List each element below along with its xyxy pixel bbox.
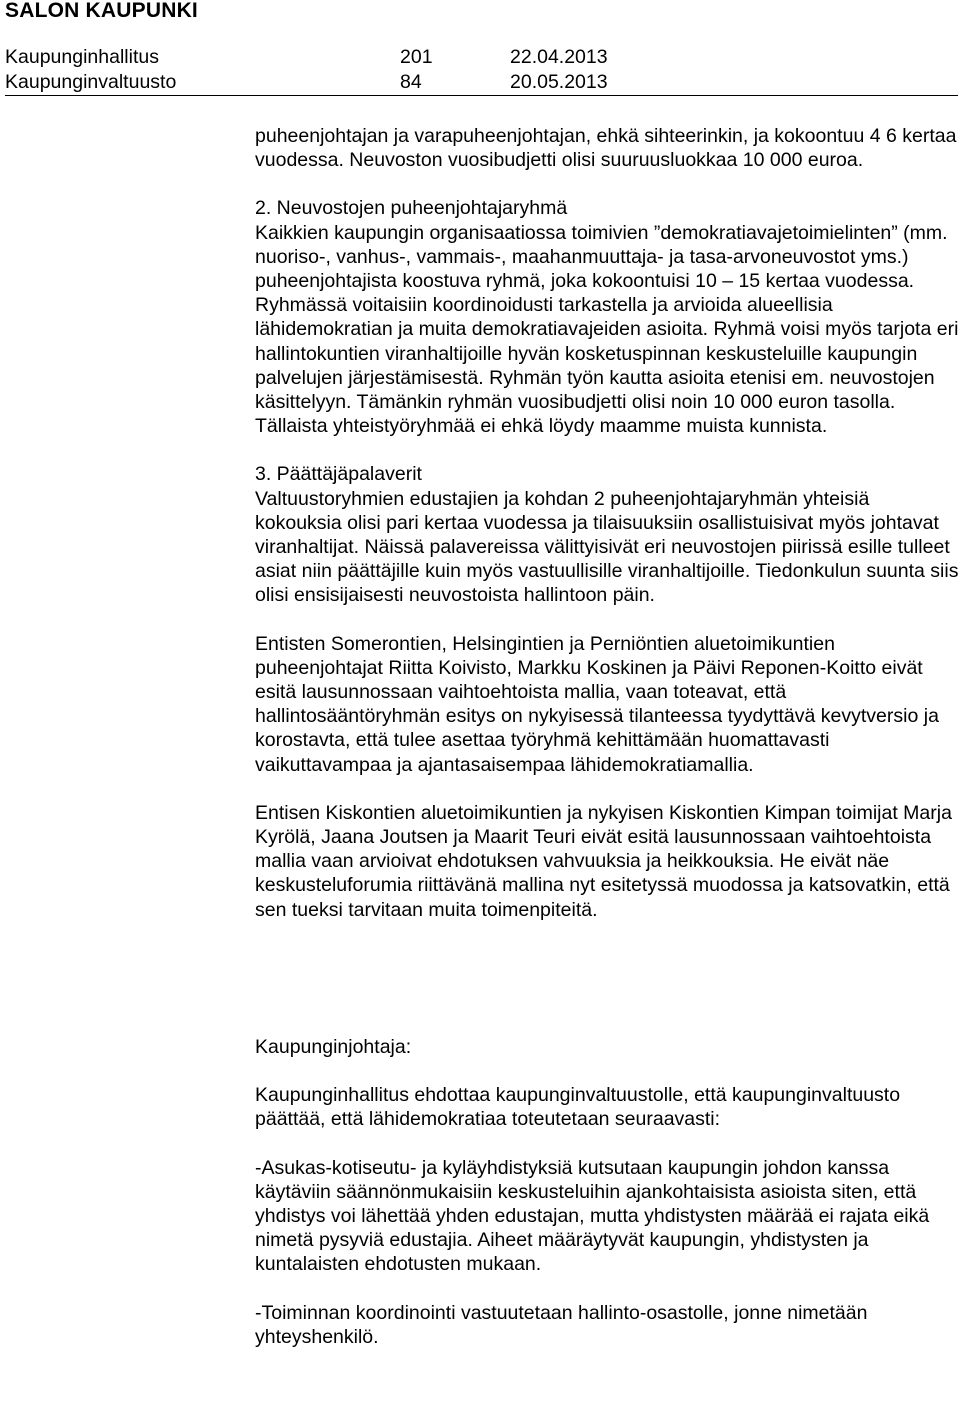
header-divider [5, 95, 958, 96]
paragraph-decision-makers: Valtuustoryhmien edustajien ja kohdan 2 puheenjohtajaryhmän yhteisiä kokouksia olisi pari kertaa vuodessa ja tilaisuuksiin osallistuisivat myös johtavat viranhaltijat. Näissä palavereissa välittyisivät eri neuvostojen piirissä esille tulleet asiat niin päättäjille kuin myös vastuullisille viranhaltijoille. Tiedonkulun suunta siis olisi ensisijaisesti neuvostoista hallintoon päin. [255, 487, 959, 607]
header-body-name: Kaupunginvaltuusto [5, 71, 177, 93]
header-body-name: Kaupunginhallitus [5, 46, 159, 68]
header-row-board [5, 45, 960, 69]
mayor-label: Kaupunginjohtaja: [255, 1035, 412, 1058]
header-row-council [5, 70, 960, 94]
paragraph-area-committees: Entisten Somerontien, Helsingintien ja Perniöntien aluetoimikuntien puheenjohtajat Riitta Koivisto, Markku Koskinen ja Päivi Reponen-Koitto eivät esitä lausunnossaan vaihtoehtoista mallia, vaan toteavat, että hallintosääntöryhmän esitys on nykyisessä tilanteessa tyydyttävä kevytversio ja korostavta, että tulee asettaa työryhmä kehittämään huomattavasti vaikuttavampaa ja ajantasaisempaa lähidemokratiamallia. [255, 632, 939, 776]
header-date: 20.05.2013 [510, 71, 608, 93]
paragraph-coordination: -Toiminnan koordinointi vastuutetaan hallinto-osastolle, jonne nimetään yhteyshenkilö. [255, 1301, 868, 1348]
paragraph-budget: puheenjohtajan ja varapuheenjohtajan, ehkä sihteerinkin, ja kokoontuu 4 6 kertaa vuodessa. Neuvoston vuosibudjetti olisi suuruusluokkaa 10 000 euroa. [255, 125, 957, 172]
document-body [255, 124, 960, 1349]
paragraph-proposal: Kaupunginhallitus ehdottaa kaupunginvaltuustolle, että kaupunginvaltuusto päättää, että lähidemokratiaa toteutetaan seuraavasti: [255, 1084, 901, 1131]
header-section-number: 201 [400, 46, 433, 68]
paragraph-kiskontie: Entisen Kiskontien aluetoimikuntien ja nykyisen Kiskontien Kimpan toimijat Marja Kyrölä, Jaana Joutsen ja Maarit Teuri eivät esitä lausunnossaan vaihtoehtoista mallia vaan arvioivat ehdotuksen vahvuuksia ja heikkouksia. He eivät näe keskusteluforumia riittävänä mallina nyt esitetyssä muodossa ja katsovatkin, että sen tueksi tarvitaan muita toimenpiteitä. [255, 801, 952, 921]
header-section-number: 84 [400, 71, 422, 93]
organization-name: SALON KAUPUNKI [5, 0, 198, 22]
heading-decision-makers: 3. Päättäjäpalaverit [255, 463, 422, 486]
heading-chairs-group: 2. Neuvostojen puheenjohtajaryhmä [255, 197, 568, 220]
header-date: 22.04.2013 [510, 46, 608, 68]
paragraph-chairs-group: Kaikkien kaupungin organisaatiossa toimivien ”demokratiavajetoimielinten” (mm. nuoriso-, vanhus-, vammais-, maahanmuuttaja- ja tasa-arvoneuvostot yms.) puheenjohtajista koostuva ryhmä, joka kokoontuisi 10 – 15 kertaa vuodessa. Ryhmässä voitaisiin koordinoidusti tarkastella ja arvioida alueellisia lähidemokratian ja muita demokratiavajeiden asioita. Ryhmä voisi myös tarjota eri hallintokuntien viranhaltijoille hyvän kosketuspinnan keskusteluille kaupungin palvelujen järjestämisestä. Ryhmän työn kautta asioita etenisi em. neuvostojen käsittelyyn. Tämänkin ryhmän vuosibudjetti olisi noin 10 000 euron tasolla. Tällaista yhteistyöryhmää ei ehkä löydy maamme muista kunnista. [255, 221, 959, 438]
paragraph-associations: -Asukas-kotiseutu- ja kyläyhdistyksiä kutsutaan kaupungin johdon kanssa käytäviin säännönmukaisiin keskusteluihin ajankohtaisista asioista siten, että yhdistys voi lähettää yhden edustajan, mutta yhdistysten määrää ei rajata eikä nimetä pysyviä edustajia. Aiheet määräytyvät kaupungin, yhdistysten ja kuntalaisten ehdotusten mukaan. [255, 1156, 930, 1276]
